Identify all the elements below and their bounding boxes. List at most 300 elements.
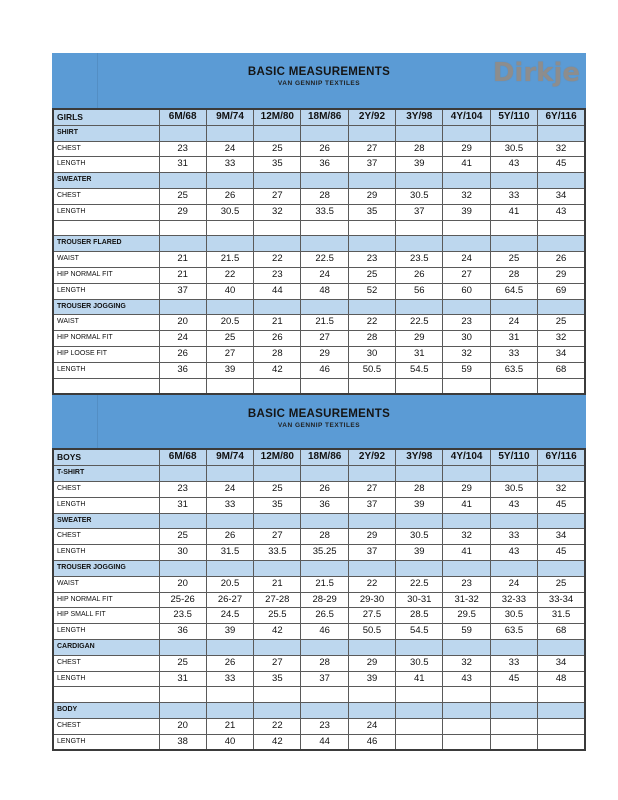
- section-cell: [348, 466, 395, 482]
- measurement-cell: 28.5: [396, 608, 443, 624]
- measurement-cell: 37: [301, 671, 348, 687]
- measurement-cell: 23: [254, 267, 301, 283]
- empty-cell: [159, 687, 206, 703]
- measurement-cell: 25: [254, 481, 301, 497]
- girls-sheet-subtitle: VAN GENNIP TEXTILES: [277, 80, 361, 87]
- measurement-cell: 21: [254, 315, 301, 331]
- measurement-cell: 35: [348, 204, 395, 220]
- row-label: LENGTH: [53, 204, 159, 220]
- measurement-cell: 28: [301, 655, 348, 671]
- column-header: 18M/86: [301, 109, 348, 125]
- section-cell: [538, 560, 585, 576]
- measurement-cell: 45: [538, 497, 585, 513]
- section-cell: [396, 236, 443, 252]
- table-row: [53, 362, 585, 378]
- measurement-cell: 32: [443, 346, 490, 362]
- table-row: [53, 639, 585, 655]
- table-row: [53, 141, 585, 157]
- measurement-cell: 21.5: [206, 252, 253, 268]
- section-cell: [301, 236, 348, 252]
- measurement-cell: 45: [538, 157, 585, 173]
- column-header: 9M/74: [206, 449, 253, 465]
- measurement-cell: 22.5: [301, 252, 348, 268]
- section-cell: [254, 560, 301, 576]
- section-cell: [396, 513, 443, 529]
- measurement-cell: 22.5: [396, 315, 443, 331]
- row-label: LENGTH: [53, 734, 159, 750]
- section-cell: [490, 513, 537, 529]
- column-header: 9M/74: [206, 109, 253, 125]
- measurement-cell: 30.5: [490, 481, 537, 497]
- measurement-cell: 50.5: [348, 362, 395, 378]
- measurement-cell: 35: [254, 671, 301, 687]
- section-cell: [159, 703, 206, 719]
- measurement-cell: 34: [538, 529, 585, 545]
- section-cell: [301, 703, 348, 719]
- table-row: [53, 466, 585, 482]
- measurement-cell: 25: [206, 331, 253, 347]
- column-header: 12M/80: [254, 449, 301, 465]
- empty-cell: [206, 687, 253, 703]
- table-row: [53, 331, 585, 347]
- column-header: 6Y/116: [538, 449, 585, 465]
- section-cell: [490, 299, 537, 315]
- row-label: HIP NORMAL FIT: [53, 267, 159, 283]
- section-cell: [443, 560, 490, 576]
- measurement-cell: 21: [159, 252, 206, 268]
- measurement-cell: 30.5: [396, 188, 443, 204]
- table-row: [53, 497, 585, 513]
- table-row: [53, 481, 585, 497]
- group-label: GIRLS: [53, 109, 159, 125]
- measurement-cell: 54.5: [396, 362, 443, 378]
- empty-cell: [396, 687, 443, 703]
- measurement-cell: 39: [396, 497, 443, 513]
- table-row: [53, 545, 585, 561]
- section-cell: [396, 299, 443, 315]
- measurement-cell: 28: [301, 188, 348, 204]
- measurement-cell: 33: [490, 655, 537, 671]
- measurement-cell: 22: [206, 267, 253, 283]
- measurement-cell: 27: [254, 655, 301, 671]
- measurement-cell: 25.5: [254, 608, 301, 624]
- section-cell: [348, 173, 395, 189]
- measurement-cell: 44: [254, 283, 301, 299]
- table-row: [53, 624, 585, 640]
- measurement-cell: 24: [443, 252, 490, 268]
- measurement-cell: 22.5: [396, 576, 443, 592]
- column-header: 5Y/110: [490, 449, 537, 465]
- measurement-cell: 25: [159, 529, 206, 545]
- measurement-cell: 29: [348, 529, 395, 545]
- empty-cell: [206, 378, 253, 394]
- column-header: 6Y/116: [538, 109, 585, 125]
- section-cell: [206, 513, 253, 529]
- section-cell: [490, 466, 537, 482]
- row-label: LENGTH: [53, 283, 159, 299]
- measurement-cell: 24: [348, 718, 395, 734]
- measurement-cell: 33: [490, 529, 537, 545]
- measurement-cell: 28: [490, 267, 537, 283]
- section-cell: [490, 236, 537, 252]
- measurement-cell: 35.25: [301, 545, 348, 561]
- measurement-cell: 22: [254, 252, 301, 268]
- table-row: [53, 315, 585, 331]
- row-label: HIP LOOSE FIT: [53, 346, 159, 362]
- measurement-cell: 56: [396, 283, 443, 299]
- measurement-cell: 26: [206, 529, 253, 545]
- measurement-cell: 28: [396, 141, 443, 157]
- measurement-cell: 48: [301, 283, 348, 299]
- table-row: [53, 718, 585, 734]
- measurement-cell: 27: [301, 331, 348, 347]
- empty-cell: [538, 378, 585, 394]
- section-cell: [206, 560, 253, 576]
- measurement-cell: 37: [348, 545, 395, 561]
- measurement-cell: 43: [490, 545, 537, 561]
- row-label: LENGTH: [53, 671, 159, 687]
- section-cell: [443, 125, 490, 141]
- measurement-cell: 21: [254, 576, 301, 592]
- measurement-cell: 29: [443, 141, 490, 157]
- section-cell: [538, 639, 585, 655]
- empty-cell: [443, 687, 490, 703]
- measurement-cell: 23: [443, 315, 490, 331]
- measurement-cell: [538, 734, 585, 750]
- table-row: [53, 703, 585, 719]
- table-row: [53, 157, 585, 173]
- measurement-cell: 25: [348, 267, 395, 283]
- row-label: LENGTH: [53, 362, 159, 378]
- section-label: SWEATER: [53, 513, 159, 529]
- table-header-row: [53, 449, 585, 465]
- row-label: HIP NORMAL FIT: [53, 592, 159, 608]
- measurement-cell: 33: [206, 671, 253, 687]
- empty-cell: [254, 687, 301, 703]
- section-cell: [490, 639, 537, 655]
- section-cell: [396, 703, 443, 719]
- girls-measurements-table: [52, 108, 586, 395]
- measurement-cell: [490, 734, 537, 750]
- table-row: [53, 529, 585, 545]
- measurement-cell: 33: [206, 157, 253, 173]
- measurement-cell: 68: [538, 362, 585, 378]
- section-cell: [538, 236, 585, 252]
- empty-cell: [396, 220, 443, 236]
- measurement-cell: [443, 734, 490, 750]
- dirkje-logo: Dirkje: [492, 58, 580, 88]
- group-label: BOYS: [53, 449, 159, 465]
- measurement-cell: 26: [206, 655, 253, 671]
- measurement-cell: 42: [254, 734, 301, 750]
- table-row: [53, 655, 585, 671]
- section-label: TROUSER FLARED: [53, 236, 159, 252]
- measurement-cell: 25-26: [159, 592, 206, 608]
- measurement-cell: 26: [301, 481, 348, 497]
- measurement-cell: 30.5: [396, 529, 443, 545]
- measurement-cell: 21.5: [301, 315, 348, 331]
- measurement-cell: 31: [396, 346, 443, 362]
- empty-cell: [348, 220, 395, 236]
- measurement-cell: 37: [396, 204, 443, 220]
- measurement-cell: [443, 718, 490, 734]
- table-row: [53, 236, 585, 252]
- section-cell: [348, 513, 395, 529]
- empty-cell: [53, 378, 159, 394]
- empty-cell: [53, 220, 159, 236]
- section-cell: [159, 299, 206, 315]
- measurement-cell: 31.5: [206, 545, 253, 561]
- section-cell: [348, 703, 395, 719]
- section-cell: [348, 236, 395, 252]
- section-cell: [254, 173, 301, 189]
- measurement-cell: 32: [254, 204, 301, 220]
- row-label: LENGTH: [53, 624, 159, 640]
- measurement-cell: 39: [396, 157, 443, 173]
- measurement-cell: 30-31: [396, 592, 443, 608]
- measurement-cell: 27-28: [254, 592, 301, 608]
- measurement-cell: 29: [443, 481, 490, 497]
- measurement-cell: 33.5: [301, 204, 348, 220]
- measurement-cell: 29-30: [348, 592, 395, 608]
- column-header: 3Y/98: [396, 449, 443, 465]
- measurement-cell: 27: [254, 529, 301, 545]
- measurement-cell: 46: [348, 734, 395, 750]
- measurement-cell: 43: [490, 157, 537, 173]
- measurement-cell: 41: [443, 545, 490, 561]
- measurement-cell: 33.5: [254, 545, 301, 561]
- section-cell: [206, 236, 253, 252]
- measurement-cell: 63.5: [490, 362, 537, 378]
- measurement-cell: [538, 718, 585, 734]
- measurement-cell: 34: [538, 655, 585, 671]
- section-cell: [396, 560, 443, 576]
- row-label: CHEST: [53, 141, 159, 157]
- measurement-cell: 27: [348, 481, 395, 497]
- measurement-cell: 20: [159, 576, 206, 592]
- measurement-cell: 42: [254, 624, 301, 640]
- measurement-cell: 59: [443, 624, 490, 640]
- measurement-cell: 23.5: [396, 252, 443, 268]
- section-cell: [538, 125, 585, 141]
- measurement-cell: 31: [159, 157, 206, 173]
- empty-cell: [206, 220, 253, 236]
- measurement-cell: 23: [301, 718, 348, 734]
- measurement-cell: 25: [490, 252, 537, 268]
- measurement-cell: 29: [348, 655, 395, 671]
- empty-cell: [490, 220, 537, 236]
- measurement-cell: 52: [348, 283, 395, 299]
- measurement-cell: 32: [538, 481, 585, 497]
- measurement-cell: 44: [301, 734, 348, 750]
- measurement-cell: 26: [538, 252, 585, 268]
- measurement-cell: 59: [443, 362, 490, 378]
- measurement-cell: 30: [443, 331, 490, 347]
- measurement-cell: 22: [348, 576, 395, 592]
- measurement-cell: 30.5: [490, 141, 537, 157]
- measurement-cell: 25: [254, 141, 301, 157]
- section-cell: [254, 466, 301, 482]
- empty-cell: [53, 687, 159, 703]
- section-cell: [301, 299, 348, 315]
- measurement-cell: 54.5: [396, 624, 443, 640]
- measurement-cell: 39: [443, 204, 490, 220]
- measurement-cell: 27: [206, 346, 253, 362]
- section-cell: [443, 639, 490, 655]
- table-row: [53, 734, 585, 750]
- measurement-cell: 32: [443, 188, 490, 204]
- section-label: TROUSER JOGGING: [53, 299, 159, 315]
- table-row: [53, 671, 585, 687]
- section-cell: [538, 299, 585, 315]
- row-label: LENGTH: [53, 497, 159, 513]
- section-cell: [206, 299, 253, 315]
- row-label: CHEST: [53, 718, 159, 734]
- column-header: 4Y/104: [443, 449, 490, 465]
- measurement-cell: 21.5: [301, 576, 348, 592]
- measurement-cell: 24: [206, 141, 253, 157]
- table-row: [53, 346, 585, 362]
- measurement-cell: 68: [538, 624, 585, 640]
- measurement-cell: 25: [538, 315, 585, 331]
- section-cell: [396, 125, 443, 141]
- table-row: [53, 125, 585, 141]
- measurement-cell: 29: [396, 331, 443, 347]
- section-label: T-SHIRT: [53, 466, 159, 482]
- measurement-cell: 27: [254, 188, 301, 204]
- section-cell: [443, 173, 490, 189]
- empty-cell: [490, 378, 537, 394]
- measurement-cell: 23: [159, 141, 206, 157]
- column-header: 12M/80: [254, 109, 301, 125]
- section-cell: [443, 513, 490, 529]
- section-cell: [159, 173, 206, 189]
- measurement-cell: 29: [348, 188, 395, 204]
- section-cell: [301, 466, 348, 482]
- row-label: CHEST: [53, 481, 159, 497]
- measurement-cell: 26: [301, 141, 348, 157]
- measurement-cell: 34: [538, 346, 585, 362]
- section-cell: [396, 173, 443, 189]
- measurement-cell: 31: [159, 497, 206, 513]
- measurement-cell: 28: [254, 346, 301, 362]
- table-row: [53, 299, 585, 315]
- measurement-cell: 30.5: [490, 608, 537, 624]
- empty-cell: [301, 220, 348, 236]
- section-cell: [538, 466, 585, 482]
- table-row: [53, 204, 585, 220]
- section-cell: [159, 513, 206, 529]
- section-cell: [443, 299, 490, 315]
- sheet-content: [52, 53, 586, 751]
- measurement-cell: 31-32: [443, 592, 490, 608]
- row-label: CHEST: [53, 188, 159, 204]
- measurement-cell: 33-34: [538, 592, 585, 608]
- measurement-cell: [396, 734, 443, 750]
- section-cell: [443, 236, 490, 252]
- section-cell: [206, 639, 253, 655]
- section-cell: [490, 560, 537, 576]
- measurement-cell: 29: [159, 204, 206, 220]
- section-cell: [348, 560, 395, 576]
- measurement-cell: 42: [254, 362, 301, 378]
- measurement-cell: 45: [538, 545, 585, 561]
- measurement-cell: 20.5: [206, 315, 253, 331]
- measurement-cell: 26: [206, 188, 253, 204]
- table-row: [53, 173, 585, 189]
- section-cell: [254, 639, 301, 655]
- section-cell: [538, 513, 585, 529]
- boys-measurements-table: [52, 448, 586, 751]
- section-label: BODY: [53, 703, 159, 719]
- row-label: WAIST: [53, 252, 159, 268]
- measurement-cell: 63.5: [490, 624, 537, 640]
- section-cell: [206, 173, 253, 189]
- section-cell: [159, 466, 206, 482]
- section-cell: [206, 703, 253, 719]
- measurement-cell: 31.5: [538, 608, 585, 624]
- measurement-cell: 43: [443, 671, 490, 687]
- measurement-cell: 27: [348, 141, 395, 157]
- boys-sheet-subtitle: VAN GENNIP TEXTILES: [277, 422, 361, 430]
- row-label: CHEST: [53, 655, 159, 671]
- section-cell: [301, 173, 348, 189]
- boys-sheet-title: BASIC MEASUREMENTS: [247, 408, 391, 421]
- measurement-cell: 25: [159, 188, 206, 204]
- measurement-cell: 24: [159, 331, 206, 347]
- section-cell: [254, 513, 301, 529]
- boys-title-band: [52, 395, 586, 448]
- girls-table: [52, 108, 586, 395]
- girls-title-band: [52, 53, 586, 108]
- table-row: [53, 378, 585, 394]
- boys-table: [52, 448, 586, 751]
- column-header: 2Y/92: [348, 109, 395, 125]
- table-row: [53, 560, 585, 576]
- table-row: [53, 283, 585, 299]
- row-label: HIP SMALL FIT: [53, 608, 159, 624]
- measurement-cell: 41: [443, 157, 490, 173]
- table-row: [53, 576, 585, 592]
- section-cell: [348, 299, 395, 315]
- column-header: 6M/68: [159, 449, 206, 465]
- measurement-cell: 26-27: [206, 592, 253, 608]
- section-cell: [254, 703, 301, 719]
- section-label: SHIRT: [53, 125, 159, 141]
- table-row: [53, 592, 585, 608]
- measurement-cell: 48: [538, 671, 585, 687]
- measurement-cell: 41: [443, 497, 490, 513]
- measurement-cell: 33: [490, 188, 537, 204]
- empty-cell: [301, 378, 348, 394]
- column-header: 6M/68: [159, 109, 206, 125]
- table-row: [53, 687, 585, 703]
- measurement-cell: 22: [348, 315, 395, 331]
- measurement-cell: 21: [159, 267, 206, 283]
- measurement-cell: 24: [490, 576, 537, 592]
- table-row: [53, 608, 585, 624]
- measurement-cell: 37: [159, 283, 206, 299]
- section-cell: [538, 703, 585, 719]
- measurement-cell: 36: [159, 624, 206, 640]
- measurement-cell: 35: [254, 497, 301, 513]
- measurement-cell: 41: [396, 671, 443, 687]
- measurement-cell: 60: [443, 283, 490, 299]
- empty-cell: [443, 220, 490, 236]
- measurement-cell: 30.5: [396, 655, 443, 671]
- measurement-cell: 27: [443, 267, 490, 283]
- measurement-cell: 25: [538, 576, 585, 592]
